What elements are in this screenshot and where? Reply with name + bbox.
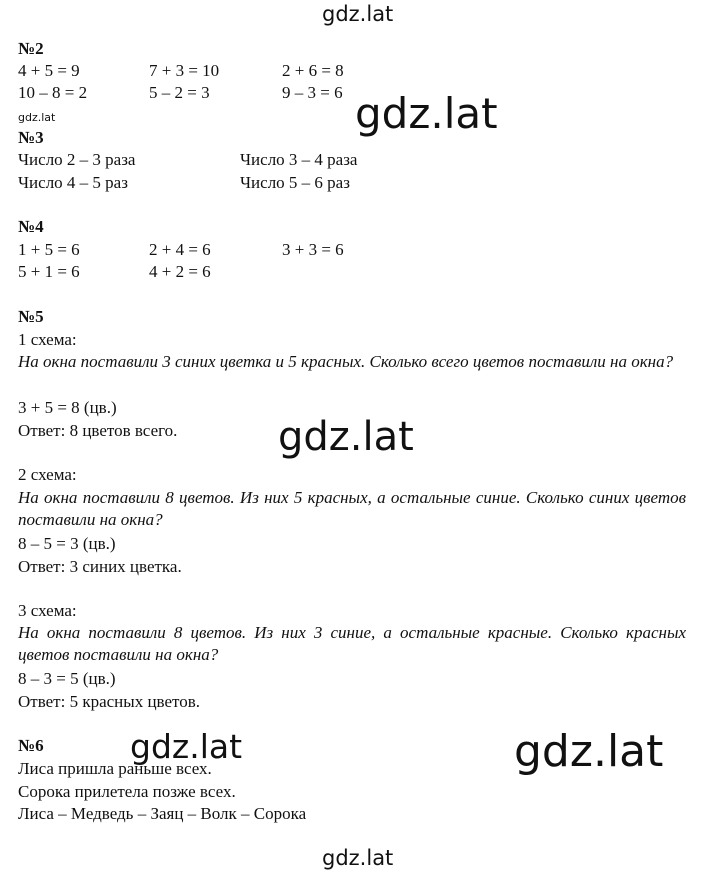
equation: 7 + 3 = 10 [149,61,220,80]
answer-line: Лиса – Медведь – Заяц – Волк – Сорока [18,804,307,823]
equation: 2 + 4 = 6 [149,240,211,259]
watermark-large: gdz.lat [130,727,243,766]
watermark-top: gdz.lat [322,2,394,26]
answer-line: Ответ: 8 цветов всего. [18,421,178,440]
equation: 3 + 3 = 6 [282,240,344,259]
watermark-large: gdz.lat [278,414,414,460]
problem-text: На окна поставили 3 синих цветка и 5 красных. Сколько всего цветов поставили на окна? [18,352,674,371]
equation: 2 + 6 = 8 [282,61,344,80]
equation: 4 + 2 = 6 [149,262,211,281]
problem-text: На окна поставили 8 цветов. Из них 3 синие, а остальные красные. Сколько красных цветов поставили на окна? [18,623,686,664]
solution-line: 8 – 5 = 3 (цв.) [18,534,116,553]
answer-line: Число 5 – 6 раз [240,173,350,192]
scheme-label: 3 схема: [18,601,77,620]
solution-line: 3 + 5 = 8 (цв.) [18,398,117,417]
solution-line: 8 – 3 = 5 (цв.) [18,669,116,688]
watermark-large: gdz.lat [514,726,664,777]
answer-line: Ответ: 3 синих цветка. [18,557,182,576]
equation: 9 – 3 = 6 [282,83,343,102]
answer-line: Сорока прилетела позже всех. [18,782,236,801]
task3-heading: №3 [18,128,44,147]
task6-heading: №6 [18,736,44,755]
watermark-small: gdz.lat [18,111,56,124]
answer-line: Число 4 – 5 раз [18,173,128,192]
equation: 1 + 5 = 6 [18,240,80,259]
watermark-large: gdz.lat [355,89,498,138]
answer-line: Число 2 – 3 раза [18,150,136,169]
equation: 10 – 8 = 2 [18,83,88,102]
problem-text: На окна поставили 8 цветов. Из них 5 красных, а остальные синие. Сколько синих цветов поставили на окна? [18,488,686,529]
equation: 5 + 1 = 6 [18,262,80,281]
task5-heading: №5 [18,307,44,326]
task2-heading: №2 [18,39,44,58]
task4-heading: №4 [18,217,44,236]
watermark-bottom: gdz.lat [322,846,394,870]
equation: 4 + 5 = 9 [18,61,80,80]
answer-line: Число 3 – 4 раза [240,150,358,169]
answer-line: Лиса пришла раньше всех. [18,759,212,778]
answer-line: Ответ: 5 красных цветов. [18,692,201,711]
scheme-label: 1 схема: [18,330,77,349]
equation: 5 – 2 = 3 [149,83,210,102]
scheme-label: 2 схема: [18,465,77,484]
